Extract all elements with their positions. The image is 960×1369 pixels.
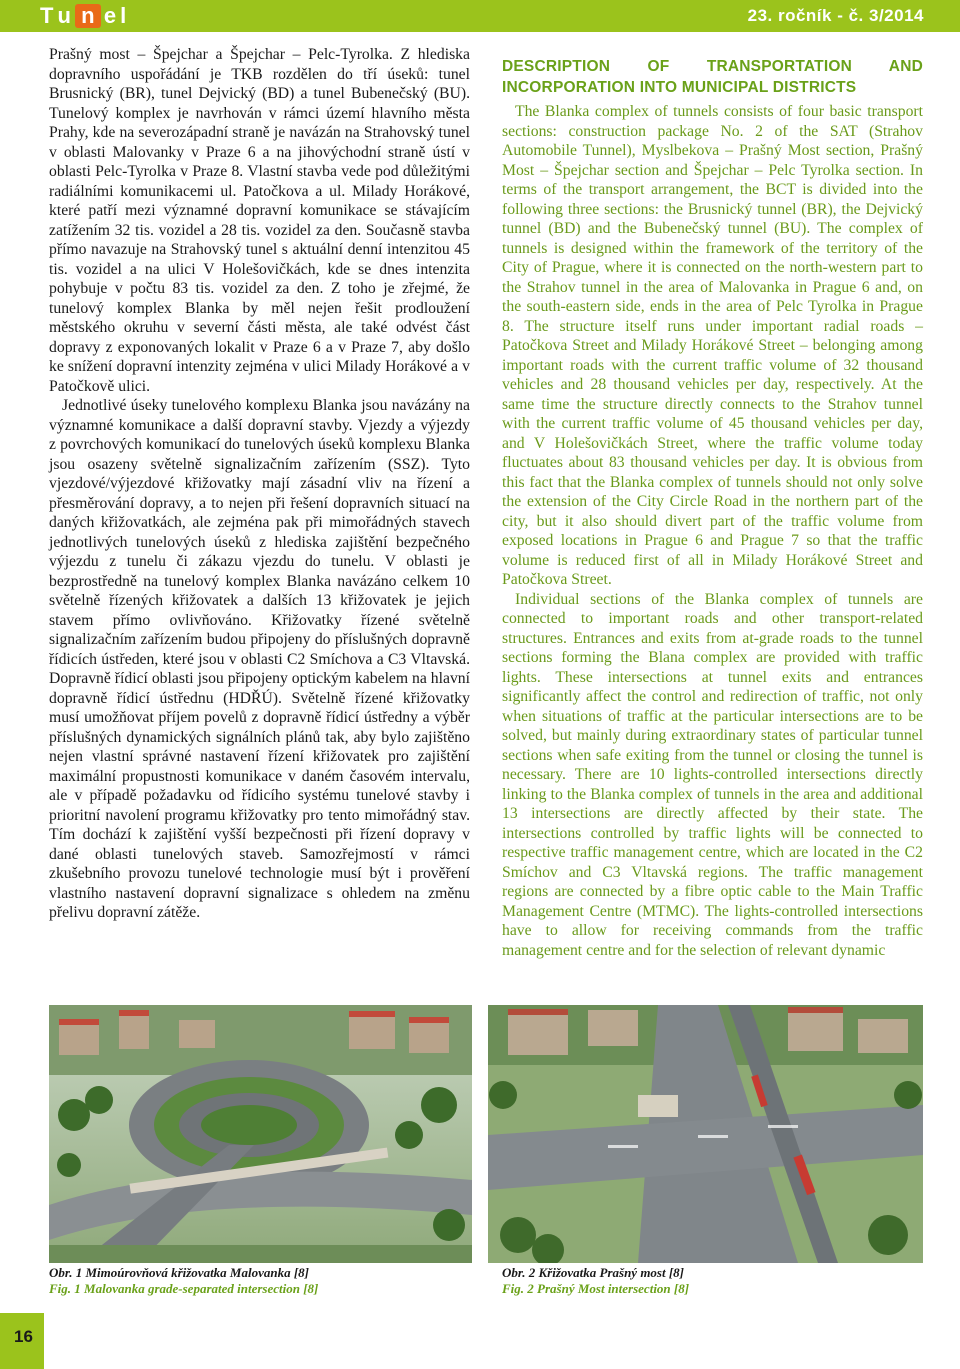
right-paragraph-1: The Blanka complex of tunnels consists of four basic transport sections: construction package No. 2 of the SAT (Strahov Automobile Tunnel), Myslbekova – Prašný Most section, Prašný Most – Špejchar section and Špejchar – Pelc Tyrolka section. In terms of the transport arrangement, the BCT is divided into the following three sections: the Brusnický tunnel (BR), the Dejvický tunnel (BD) and the Bubenečský tunnel (BU). The complex of tunnels is designed within the framework of the territory of the City of Prague, where it is connected on the north-western part to the Strahov tunnel in the area of Malovanka in Prague 6 and, on the south-eastern side, ends in the area of Pelc Tyrolka in Prague 8. The structure itself runs under important radial roads – Patočkova Street and Milady Horákové Street – belonging among important roads with the current traffic volume of 32 thousand vehicles and 28 thousand vehicles per day, respectively. At the same time the structure directly connects to the Strahov tunnel with the current traffic volume of 45 thousand vehicles per day, and V Holešovičkách Street, where the traffic volume today fluctuates about 83 thousand vehicles per day. It is obvious from this fact that the Blanka complex of tunnels should not only solve the extension of the City Circle Road in the northern part of the city, but it also should divert part of the traffic volume from exposed locations in Prague 6 and Prague 7 so that the traffic volume is reduced first of all in Milady Horákové Street and Patočkova Street. bbox=[502, 103, 923, 588]
right-paragraph-2: Individual sections of the Blanka complex of tunnels are connected to important roads and other transport-related structures. Entrances and exits from at-grade roads to the tunnel sections forming the Blana complex are provided with traffic lights. These intersections at tunnel exits and entrances significantly affect the control and redirection of traffic, not only when situations of traffic at the particular intersections are to be solved, but mainly during extraordinary states of particular tunnel sections when safe exiting from the tunnel or closing the tunnel is necessary. There are 10 lights-controlled intersections directly linking to the Blanka complex of tunnels in the area and additional 13 intersections are directly affected by their state. The intersections controlled by traffic lights will be connected to respective traffic management centre, which are located in the C2 Smíchov and C3 Vltavská regions. The traffic management regions are connected by a fibre optic cable to the Main Traffic Management Centre (MTMC). The lights-controlled intersections have to allow for receiving commands from the traffic management centre and for the selection of relevant dynamic bbox=[502, 590, 923, 959]
left-paragraph-1: Prašný most – Špejchar a Špejchar – Pelc-Tyrolka. Z hlediska dopravního uspořádání je TKB rozdělen do tří úseků: tunel Brusnický (BR), tunel Dejvický (BD) a tunel Bubenečský (BU). Tunelový komplex je navrhován v rámci území hlavního města Prahy, kde na severozápadní straně je navázán na Strahovský tunel v oblasti Malovanky v Praze 6 a na jihovýchodní straně ústí v oblasti Pelc-Tyrolka v Praze 8. Vlastní stavba vede pod důležitými radiálními komunikacemi ul. Patočkova a ul. Milady Horákové, které patří mezi významné dopravní komunikace se stávajícím zatížením 32 tis. vozidel a 28 tis. vozidel za den. Současně stavba přímo navazuje na Strahovský tunel s aktuální denní intenzitou 45 tis. vozidel a na ulici V Holešovičkách, kde se dnes intenzita pohybuje v počtu 83 tis. vozidel za den. Z toho je zřejmé, že tunelový komplex Blanka by měl nejen řešit prodloužení městského okruhu v severní části města, ale také odvést část dopravy z exponovaných lokalit v Praze 6 a v Praze 7, aby došlo ke snížení dopravní intenzity zejména v ulici Milady Horákové a v Patočkově ulici. bbox=[49, 46, 470, 395]
tunel-logo bbox=[40, 3, 127, 29]
right-column bbox=[502, 56, 923, 960]
figure-1-image bbox=[49, 1005, 472, 1263]
logo-letter: T bbox=[40, 3, 55, 28]
figure-2-caption-cz: Obr. 2 Křižovatka Prašný most [8] bbox=[502, 1265, 685, 1280]
figure-1-caption-cz: Obr. 1 Mimoúrovňová křižovatka Malovanka [8] bbox=[49, 1265, 310, 1280]
logo-letter: n bbox=[75, 4, 101, 28]
figure-1-caption bbox=[49, 1265, 472, 1297]
figure-2-image bbox=[488, 1005, 923, 1263]
section-heading: DESCRIPTION OF TRANSPORTATION AND INCORPORATION INTO MUNICIPAL DISTRICTS bbox=[502, 58, 923, 96]
left-column bbox=[49, 45, 470, 923]
issue-label: 23. ročník - č. 3/2014 bbox=[747, 6, 924, 25]
figure-2-caption bbox=[502, 1265, 923, 1297]
page-number-tab bbox=[0, 1313, 44, 1369]
left-paragraph-2: Jednotlivé úseky tunelového komplexu Blanka jsou navázány na významné komunikace a další dopravní stavby. Vjezdy a výjezdy z povrchových komunikací do tunelových úseků komplexu Blanka jsou osazeny světelně signalizačním zařízením (SSZ). Tyto vjezdové/výjezdové křižovatky mají zásadní vliv na řízení a přesměrování dopravy, a to nejen při řešení dopravních situací na daných křižovatkách, ale zejména pak při mimořádných stavech jednotlivých tunelových úseků z hlediska zajištění bezpečného výjezdu z tunelu či zákazu vjezdu do tunelu. V oblasti je bezprostředně na tunelový komplex Blanka navázáno celkem 10 světelně řízených křižovatek a dalších 13 křižovatek je jejich stavem přímo ovlivňováno. Křižovatky řízené světelně signalizačním zařízením budou připojeny do příslušných dopravně řídicích ústředen, které jsou v oblasti C2 Smíchova a C3 Vltavská. Dopravně řídicí oblasti jsou připojeny optickým kabelem na hlavní dopravně řídicí ústřednu (HDŘÚ). Světelně řízené křižovatky musí umožňovat příjem povelů z dopravně řídicí ústředny a výběr příslušných dynamických signálních plánů tak, aby bylo zajištěno nejen vlastní správné nastavení řízení křižovatek pro zajištění maximální propustnosti komunikace v daném časovém intervalu, ale v případě požadavku od řídicího systému tunelové stavby i prioritní navolení programu křižovatky pro tento mimořádný stav. Tím dochází k zajištění vyšší bezpečnosti při řízení dopravy v dané oblasti tunelových staveb. Samozřejmostí v rámci zkušebního provozu tunelové technologie musí být i prověření vlastního nastavení dopravní signalizace s ohledem na změnu přelivu dopravní zátěže. bbox=[49, 397, 470, 921]
logo-letter: u bbox=[57, 3, 72, 28]
logo-letter: l bbox=[120, 3, 128, 28]
figure-2-caption-en: Fig. 2 Prašný Most intersection [8] bbox=[502, 1281, 690, 1296]
logo-letter: e bbox=[103, 3, 118, 28]
page-number: 16 bbox=[14, 1327, 33, 1346]
header-bar bbox=[0, 0, 960, 32]
figure-1-caption-en: Fig. 1 Malovanka grade-separated intersection [8] bbox=[49, 1281, 319, 1296]
